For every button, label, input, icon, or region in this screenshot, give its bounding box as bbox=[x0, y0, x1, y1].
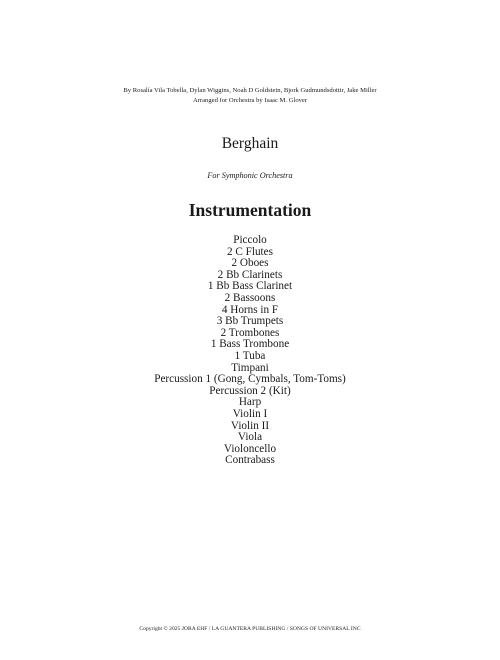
instrument-item: Timpani bbox=[231, 361, 269, 374]
instrument-item: Percussion 2 (Kit) bbox=[209, 384, 291, 397]
composers-line: By Rosalía Vila Tobella, Dylan Wiggins, Noah D Goldstein, Bjork Gudmundsdottir, Jake Miller bbox=[123, 87, 377, 94]
instrument-item: 2 Oboes bbox=[231, 257, 269, 270]
copyright-notice: Copyright © 2025 JORA EHF / LA GUANTERA PUBLISHING / SONGS OF UNIVERSAL INC bbox=[139, 626, 361, 632]
piece-title: Berghain bbox=[221, 135, 279, 152]
instrument-item: Piccolo bbox=[233, 234, 267, 246]
composer-credits bbox=[0, 86, 500, 105]
instrument-item: 1 Bass Trombone bbox=[210, 338, 290, 351]
instrumentation-heading: Instrumentation bbox=[188, 200, 312, 220]
instrument-item: Violin I bbox=[232, 407, 268, 420]
instrument-item: 2 Trombones bbox=[220, 326, 280, 339]
instrument-item: Viola bbox=[237, 431, 263, 444]
instrument-item: 3 Bb Trumpets bbox=[216, 315, 284, 328]
instrument-item: Violoncello bbox=[223, 442, 277, 455]
instrument-list bbox=[0, 235, 500, 467]
instrument-item: Percussion 1 (Gong, Cymbals, Tom-Toms) bbox=[154, 373, 346, 386]
instrument-item: 1 Tuba bbox=[234, 349, 266, 362]
instrument-item: Violin II bbox=[230, 419, 270, 432]
piece-subtitle: For Symphonic Orchestra bbox=[207, 171, 293, 180]
instrument-item: 2 Bassoons bbox=[224, 291, 276, 304]
instrument-item: Contrabass bbox=[225, 454, 275, 467]
instrument-item: 2 C Flutes bbox=[226, 245, 273, 258]
instrument-item: 4 Horns in F bbox=[221, 303, 279, 316]
instrument-item: 2 Bb Clarinets bbox=[217, 268, 283, 281]
arranger-line: Arranged for Orchestra by Isaac M. Glover bbox=[192, 96, 308, 104]
instrument-item: Harp bbox=[238, 396, 262, 409]
instrument-item: 1 Bb Bass Clarinet bbox=[207, 280, 293, 293]
